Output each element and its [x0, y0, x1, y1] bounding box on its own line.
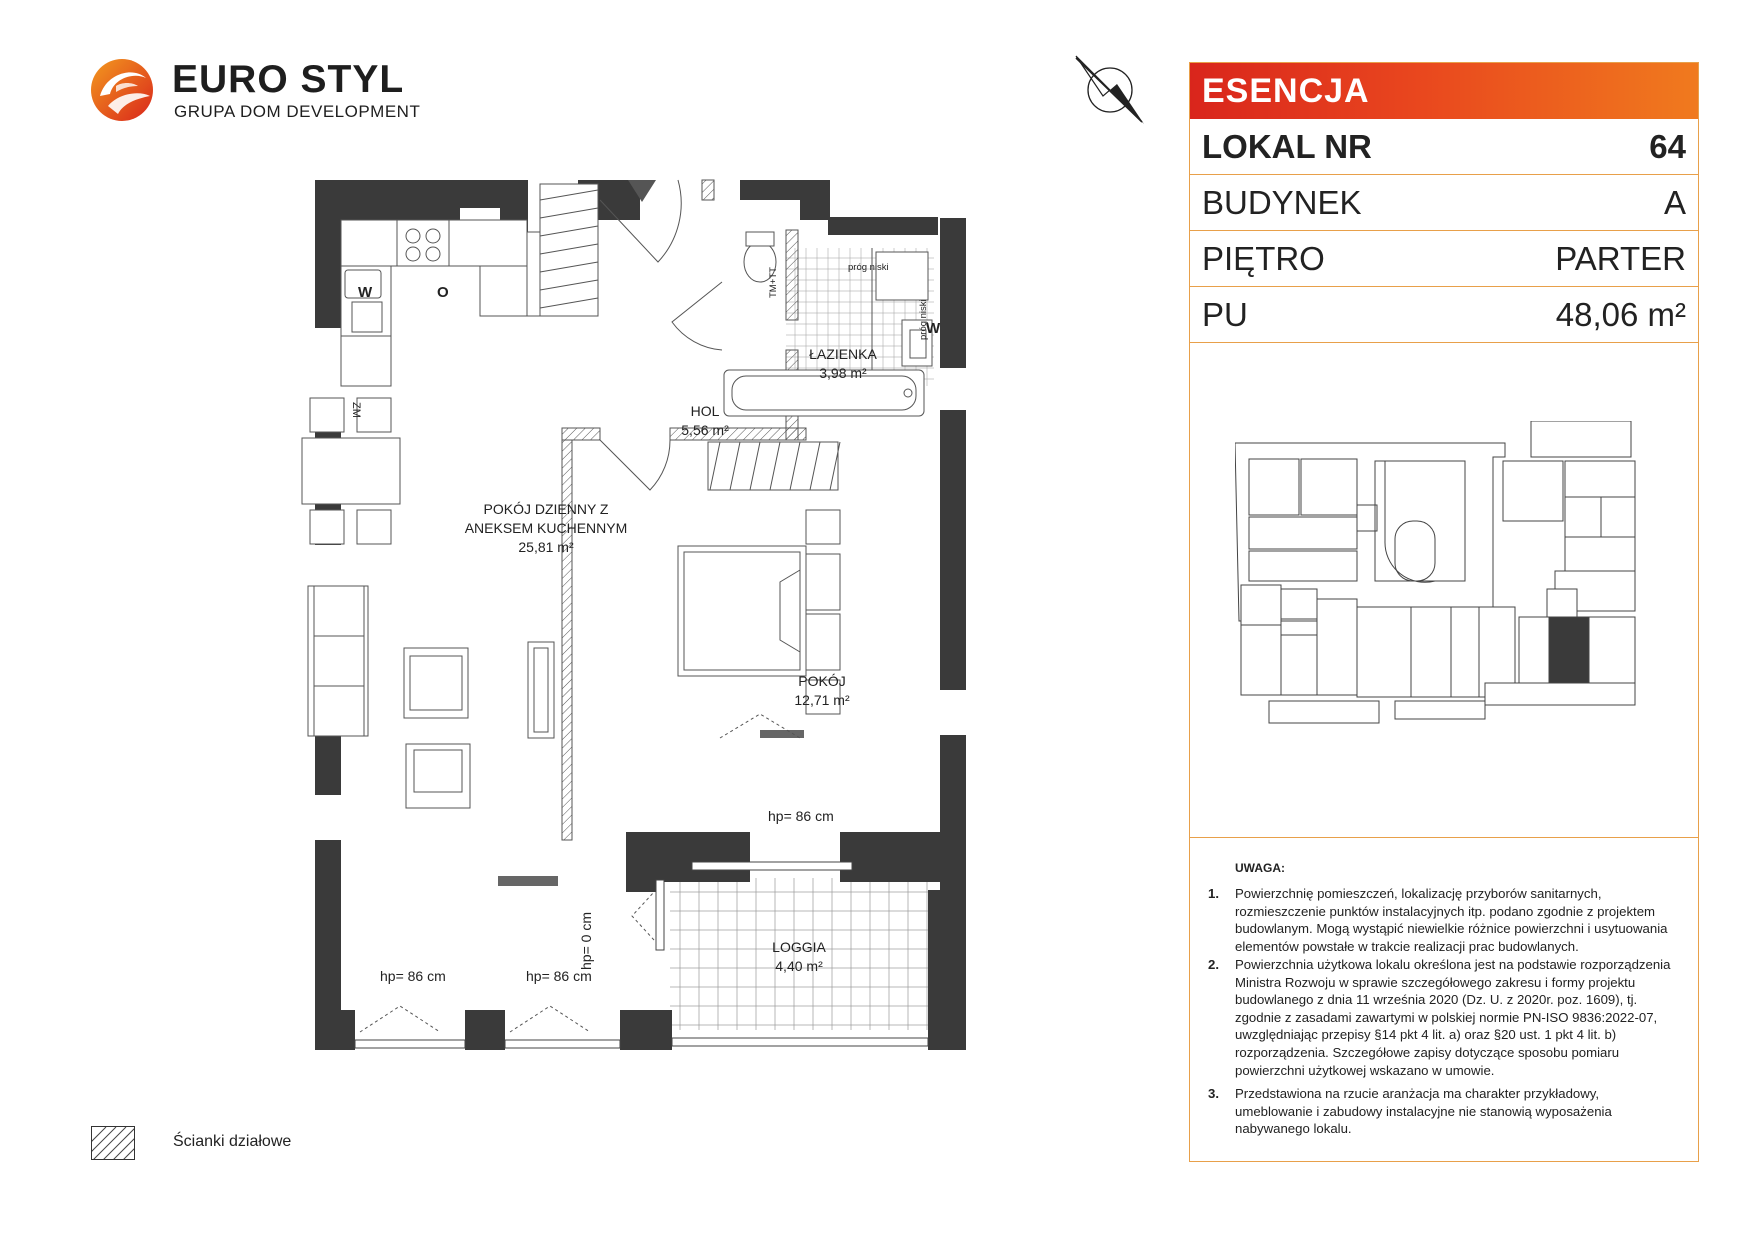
row-unit-number-value: 64: [1649, 128, 1686, 165]
bedroom-door-swing: [600, 440, 670, 490]
bathroom-door-swing: [672, 282, 722, 350]
marker-tm: TM+TT: [768, 267, 779, 298]
row-floor-value: PARTER: [1555, 240, 1686, 277]
north-arrow-icon: [1070, 54, 1150, 126]
row-area-value: 48,06 m²: [1555, 296, 1686, 333]
notes-separator: [1190, 837, 1698, 838]
dining-set: [302, 398, 400, 544]
room-living-area: 25,81 m²: [518, 539, 574, 555]
project-title: ESENCJA: [1190, 63, 1698, 119]
brand-subtitle: GRUPA DOM DEVELOPMENT: [174, 102, 421, 121]
living-furniture: [308, 586, 554, 808]
room-hall-area: 5,56 m²: [681, 422, 729, 438]
brand-name: EURO STYL: [172, 58, 405, 101]
row-area: [1190, 287, 1698, 343]
note-2-text: Powierzchnia użytkowa lokalu określona jest na podstawie rozporządzenia Ministra Rozwoju w sprawie szczegółowego zakresu i formy projektu budowlanego z dnia 11 września 2020 (Dz. U. z 2020r. poz. 1609), tj. zgodnie z zasadami zawartymi w polskiej normie PN-ISO 9836:2022-07, uwzględniając przepisy §14 pkt 4 lit. a) oraz §20 ust. 1 pkt 4 lit. b) rozporządzenia. Szczegółowe zapisy dotyczące sposobu pomiaru powierzchni użytkowej wskazano w umowie.: [1235, 957, 1671, 1078]
note-1-number: 1.: [1208, 886, 1219, 901]
marker-threshold-1: próg niski: [848, 262, 889, 273]
room-bathroom-area: 3,98 m²: [819, 365, 867, 381]
legend-swatch: [91, 1126, 135, 1160]
row-unit-number: [1190, 119, 1698, 175]
row-building-label: BUDYNEK: [1202, 184, 1362, 221]
floor-plan: [300, 170, 1000, 1050]
row-building-value: A: [1663, 184, 1686, 221]
room-hall-name: HOL: [690, 403, 720, 419]
notes-title: UWAGA:: [1235, 861, 1285, 875]
room-living-label: [465, 500, 628, 557]
room-bathroom-label: [809, 345, 877, 383]
marker-threshold-2: próg niski: [918, 299, 929, 340]
marker-washer: ZM: [350, 402, 362, 418]
row-floor-label: PIĘTRO: [1202, 240, 1325, 277]
room-bedroom-area: 12,71 m²: [794, 692, 850, 708]
window-height-bedroom: hp= 86 cm: [768, 808, 834, 824]
marker-water: W: [358, 284, 373, 301]
row-floor: [1190, 231, 1698, 287]
room-loggia-label: [772, 938, 826, 976]
note-3-text: Przedstawiona na rzucie aranżacja ma charakter przykładowy, umeblowanie i zabudowy instalacyjne nie stanowią wyposażenia nabywanego lokalu.: [1235, 1086, 1612, 1137]
room-loggia-name: LOGGIA: [772, 939, 826, 955]
room-bedroom-label: [794, 672, 849, 710]
room-loggia-area: 4,40 m²: [775, 958, 823, 974]
window-height-loggia-door: hp= 0 cm: [578, 912, 594, 970]
info-panel: [1189, 62, 1699, 1162]
legend-label: Ścianki działowe: [173, 1133, 292, 1150]
room-bathroom-name: ŁAZIENKA: [809, 346, 877, 362]
room-living-line2: ANEKSEM KUCHENNYM: [464, 520, 628, 536]
marker-water-bath: W: [926, 320, 941, 337]
brand-logo: [88, 56, 421, 126]
brand-swirl-icon: [88, 56, 160, 124]
row-building: [1190, 175, 1698, 231]
room-bedroom-name: POKÓJ: [798, 673, 846, 689]
room-hall-label: [681, 402, 728, 440]
room-living-line1: POKÓJ DZIENNY Z: [483, 501, 609, 517]
window-height-living-left: hp= 86 cm: [380, 968, 446, 984]
note-3-number: 3.: [1208, 1086, 1219, 1101]
marker-drain: O: [437, 284, 449, 301]
row-unit-number-label: LOKAL NR: [1202, 128, 1372, 165]
row-area-label: PU: [1202, 296, 1248, 333]
note-1-text: Powierzchnię pomieszczeń, lokalizację przyborów sanitarnych, rozmieszczenie punktów instalacyjnych itp. podano zgodnie z projektem budowlanym. Mogą wystąpić niewielkie różnice powierzchni i usytuowania elementów powstałe w trakcie realizacji prac budowlanych.: [1235, 886, 1668, 954]
window-height-living-right: hp= 86 cm: [526, 968, 592, 984]
sill-mark: [498, 876, 558, 886]
building-key-plan: [1235, 421, 1695, 751]
note-2-number: 2.: [1208, 957, 1219, 972]
